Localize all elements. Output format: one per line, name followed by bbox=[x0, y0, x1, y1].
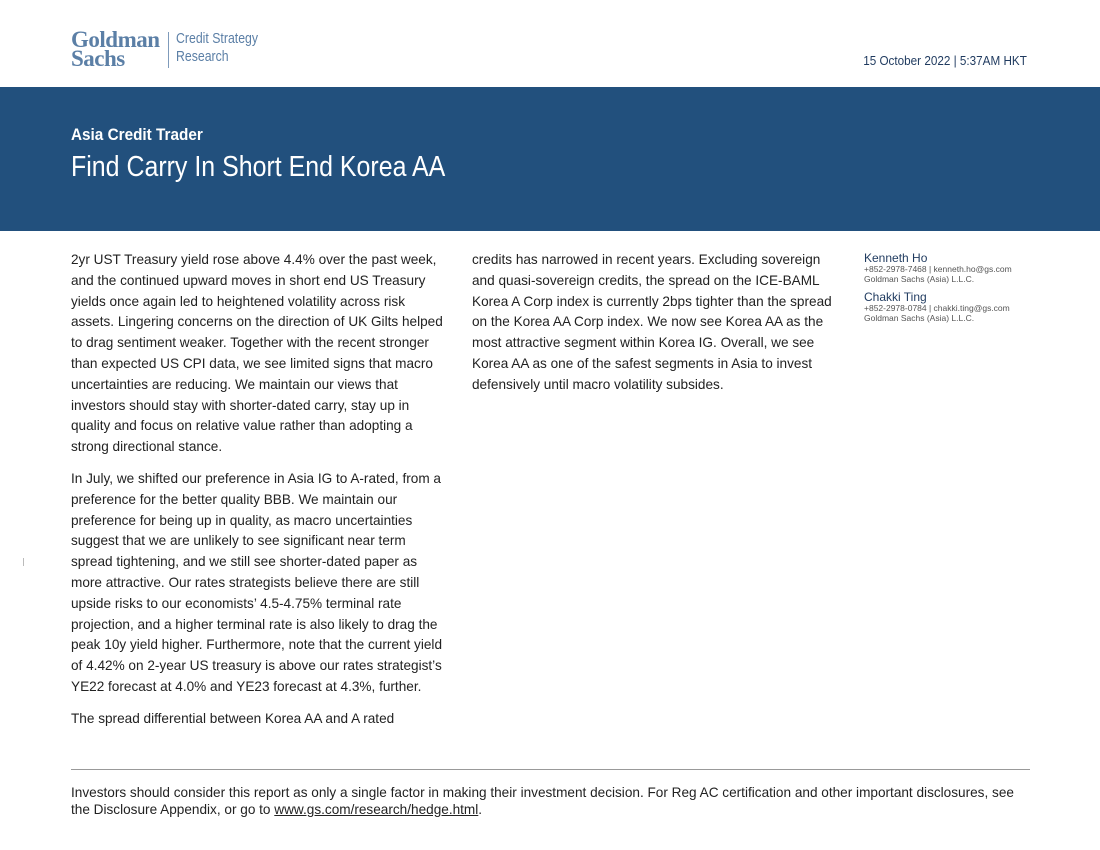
unit-line1: Credit Strategy bbox=[175, 30, 258, 47]
footer-disclaimer bbox=[71, 785, 1031, 818]
title-banner bbox=[0, 87, 1100, 231]
analyst-phone-email: +852-2978-7468 | kenneth.ho@gs.com bbox=[864, 264, 1012, 274]
analyst-firm: Goldman Sachs (Asia) L.L.C. bbox=[864, 273, 975, 284]
goldman-sachs-logo bbox=[71, 27, 276, 71]
disclosure-link[interactable]: www.gs.com/research/hedge.html bbox=[274, 801, 479, 817]
logo-line2: Sachs bbox=[71, 46, 125, 71]
analyst-phone-email: +852-2978-0784 | chakki.ting@gs.com bbox=[864, 303, 1010, 313]
analyst-name: Chakki Ting bbox=[864, 290, 927, 304]
unit-line2: Research bbox=[175, 48, 229, 65]
body-column-1 bbox=[71, 250, 447, 741]
body-paragraph: 2yr UST Treasury yield rose above 4.4% over the past week, and the continued upward moves in short end US Treasury yields once again led to heightened volatility across risk assets. Lingering concerns on the direction of UK Gilts helped to drag sentiment weaker. Together with the recent stronger than expected US CPI data, we see limited signs that macro uncertainties are reducing. We maintain our views that investors should stay with shorter-dated carry, stay up in quality and focus on relative value rather than adopting a strong directional stance. bbox=[71, 252, 443, 455]
logo-divider bbox=[168, 32, 169, 68]
research-unit-label bbox=[176, 30, 258, 66]
body-paragraph: The spread differential between Korea AA and A rated bbox=[71, 710, 395, 726]
series-name: Asia Credit Trader bbox=[71, 125, 203, 144]
logo-line1: Goldman bbox=[71, 27, 160, 52]
logo-wordmark bbox=[71, 27, 160, 71]
footer-divider bbox=[71, 769, 1030, 770]
body-paragraph: credits has narrowed in recent years. Excluding sovereign and quasi-sovereign credits, the spread on the ICE-BAML Korea A Corp index is currently 2bps tighter than the spread on the Korea AA Corp index. We now see Korea AA as the most attractive segment within Korea IG. Overall, we see Korea AA as one of the safest segments in Asia to invest defensively until macro volatility subsides. bbox=[472, 252, 832, 392]
analyst-name: Kenneth Ho bbox=[864, 251, 928, 265]
body-paragraph: In July, we shifted our preference in Asia IG to A-rated, from a preference for the better quality BBB. We maintain our preference for being up in quality, as macro uncertainties suggest that we are unlikely to see significant near term spread tightening, and we still see shorter-dated paper as more attractive. Our rates strategists believe there are still upside risks to our economists’ 4.5-4.75% terminal rate projection, and a higher terminal rate is also likely to drag the peak 10y yield higher. Furthermore, note that the current yield of 4.42% on 2-year US treasury is above our rates strategist’s YE22 forecast at 4.0% and YE23 forecast at 4.3%, further. bbox=[71, 470, 443, 694]
analyst-contacts bbox=[864, 252, 1044, 330]
analyst-contact bbox=[864, 252, 1044, 284]
body-column-2 bbox=[472, 250, 842, 407]
publication-dateline: 15 October 2022 | 5:37AM HKT bbox=[863, 53, 1027, 68]
report-title: Find Carry In Short End Korea AA bbox=[71, 151, 446, 183]
disclaimer-trailing: . bbox=[478, 801, 483, 817]
margin-marker bbox=[23, 558, 24, 566]
analyst-contact bbox=[864, 291, 1044, 323]
analyst-firm: Goldman Sachs (Asia) L.L.C. bbox=[864, 312, 975, 323]
disclaimer-text: Investors should consider this report as only a single factor in making their investment decision. For Reg AC certification and other important disclosures, see the Disclosure Appendix, or go to bbox=[71, 785, 1014, 817]
